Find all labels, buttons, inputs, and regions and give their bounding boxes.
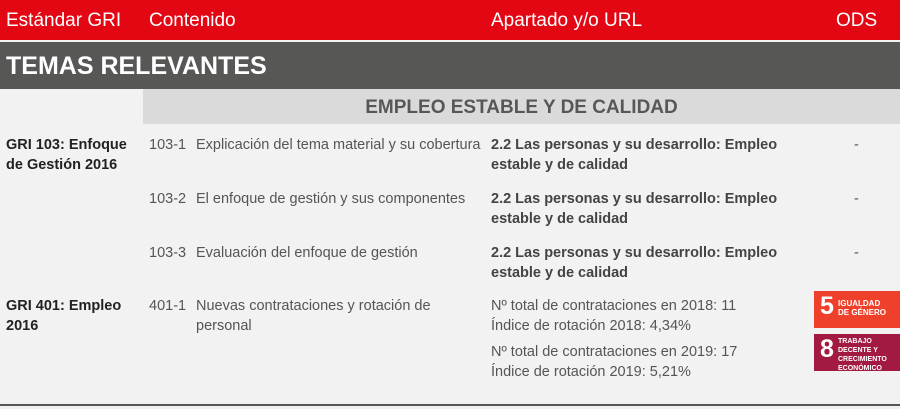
row-ods: - (854, 191, 859, 207)
row-description: Nuevas contrataciones y rotación de personal (196, 298, 431, 334)
row-reference-line: Nº total de contrataciones en 2019: 17 (491, 344, 738, 360)
header-reference: Apartado y/o URL (491, 10, 643, 31)
sdg-number: 5 (820, 292, 834, 320)
sdg-8-icon (814, 334, 900, 371)
sdg-number: 8 (820, 335, 834, 363)
table-header (0, 0, 900, 40)
header-ods: ODS (836, 10, 878, 31)
sdg-5-icon (814, 291, 900, 328)
subsection-title: EMPLEO ESTABLE Y DE CALIDAD (365, 97, 678, 118)
header-content: Contenido (149, 10, 236, 31)
row-reference-line: Nº total de contrataciones en 2018: 11 (491, 298, 737, 314)
row-standard: GRI 401: Empleo 2016 (6, 298, 122, 334)
row-reference: 2.2 Las personas y su desarrollo: Empleo estable y de calidad (491, 245, 778, 281)
row-code: 103-2 (149, 191, 187, 207)
row-reference-line: Índice de rotación 2018: 4,34% (491, 318, 691, 334)
row-reference-line: Índice de rotación 2019: 5,21% (491, 364, 691, 380)
row-standard: GRI 103: Enfoque de Gestión 2016 (6, 137, 127, 173)
sdg-label: IGUALDAD DE GÉNERO (838, 299, 887, 317)
row-description: Explicación del tema material y su cobertura (196, 137, 481, 153)
row-ods: - (854, 137, 859, 153)
sdg-label: TRABAJO DECENTE Y CRECIMIENTO ECONÓMICO (838, 338, 887, 372)
section-band (0, 42, 900, 89)
row-description: El enfoque de gestión y sus componentes (196, 191, 466, 207)
section-title: TEMAS RELEVANTES (6, 52, 267, 80)
row-reference: 2.2 Las personas y su desarrollo: Empleo estable y de calidad (491, 137, 778, 173)
header-standard: Estándar GRI (6, 10, 122, 31)
row-ods: - (854, 245, 859, 261)
divider (0, 404, 900, 406)
subsection-band (143, 89, 900, 124)
row-code: 103-1 (149, 137, 187, 153)
row-description: Evaluación del enfoque de gestión (196, 245, 418, 261)
row-code: 103-3 (149, 245, 187, 261)
row-reference: 2.2 Las personas y su desarrollo: Empleo estable y de calidad (491, 191, 778, 227)
row-code: 401-1 (149, 298, 187, 314)
